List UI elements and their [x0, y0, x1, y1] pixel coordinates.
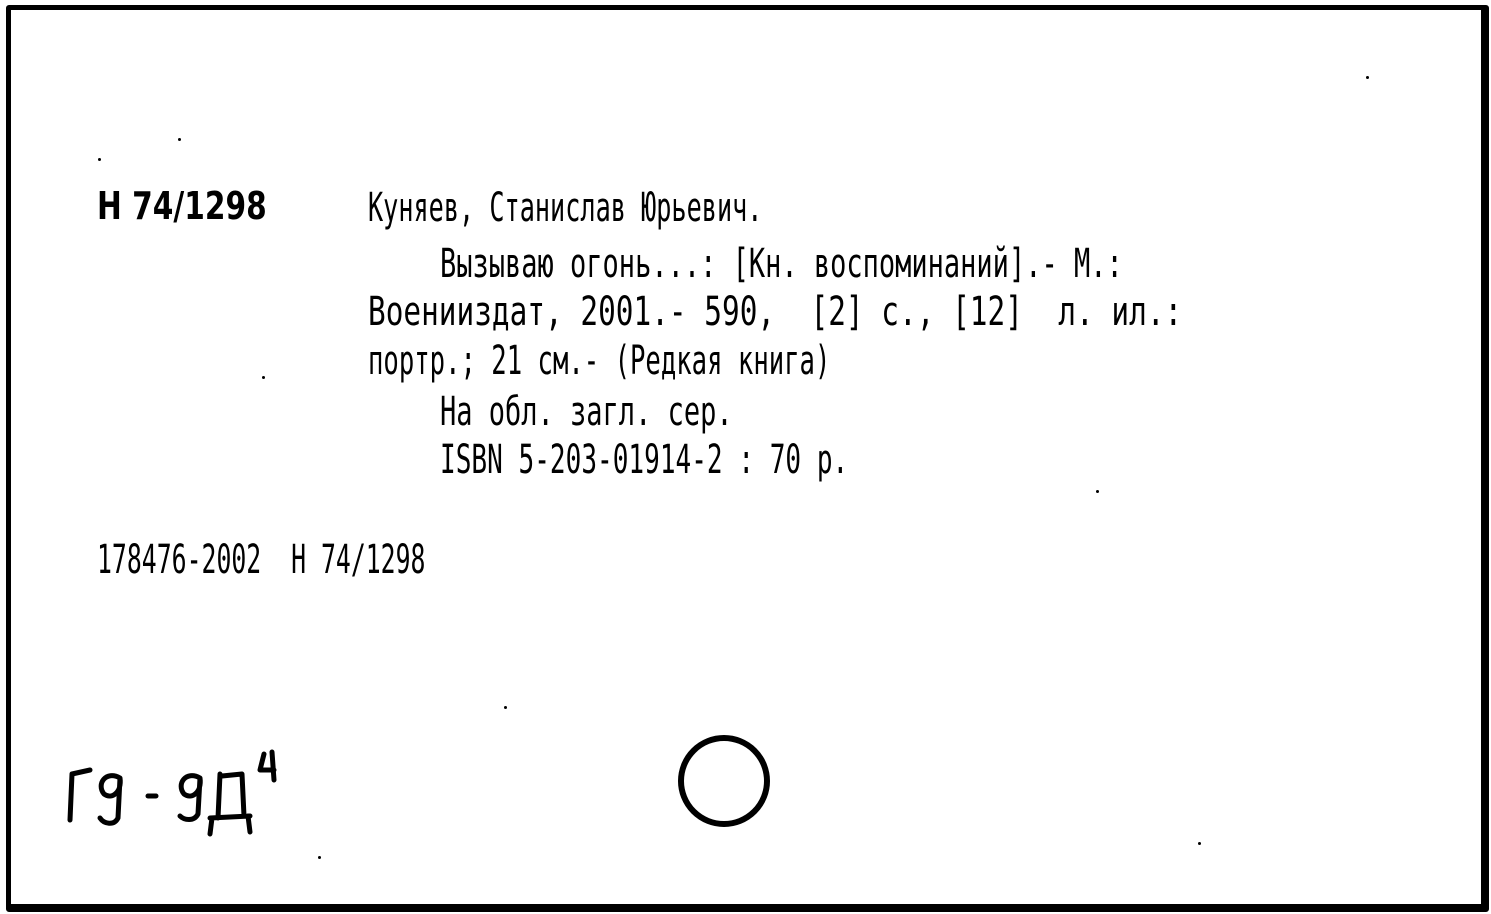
scan-speck — [178, 138, 181, 141]
scan-speck — [318, 856, 321, 859]
shelf-mark: Н 74/1298 — [97, 184, 267, 228]
physical-description: портр.; 21 см.- (Редкая книга) — [368, 338, 831, 384]
scan-speck — [1366, 76, 1369, 79]
title-statement: Вызываю огонь...: [Кн. воспоминаний].- М.: — [440, 241, 1123, 287]
accession-number: 178476-2002 Н 74/1298 — [97, 537, 426, 583]
isbn-price: ISBN 5-203-01914-2 : 70 р. — [440, 437, 849, 483]
handwritten-note — [60, 748, 300, 848]
scan-speck — [504, 706, 507, 709]
cover-note: На обл. загл. сер. — [440, 389, 733, 435]
scan-speck — [98, 158, 101, 161]
scan-speck — [1198, 842, 1201, 845]
circle-stamp — [678, 735, 770, 827]
publication-statement: Военииздат, 2001.- 590, [2] с., [12] л. ил.: — [368, 289, 1183, 335]
scan-speck — [1096, 490, 1099, 493]
scan-speck — [262, 376, 265, 379]
author-heading: Куняев, Станислав Юрьевич. — [368, 185, 763, 231]
